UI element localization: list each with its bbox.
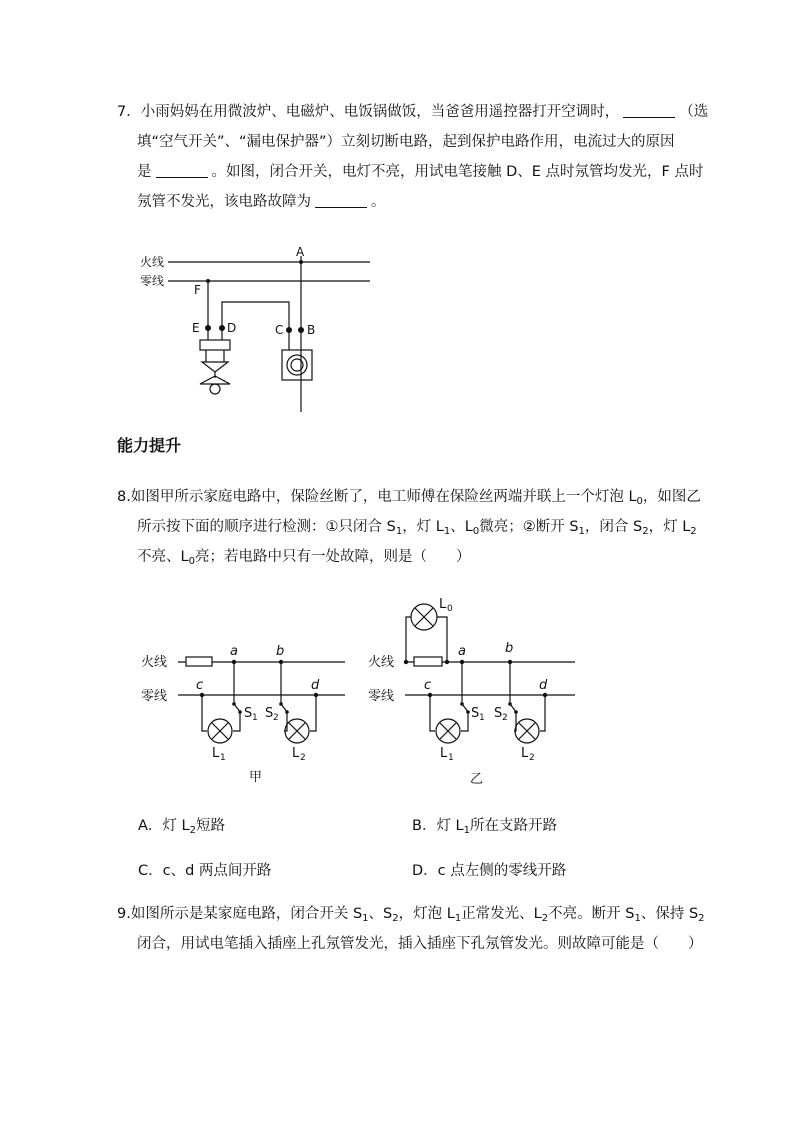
- svg-text:b: b: [276, 644, 285, 659]
- svg-text:L: L: [212, 746, 220, 761]
- svg-text:0: 0: [447, 604, 453, 614]
- svg-text:1: 1: [479, 713, 485, 723]
- section-heading: 能力提升: [117, 436, 182, 455]
- q9-line-2: 闭合，用试电笔插入插座上孔氖管发光，插入插座下孔氖管发光。则故障可能是（ ）: [137, 936, 703, 952]
- svg-text:c: c: [424, 678, 432, 693]
- q7-point-a: A: [296, 245, 305, 259]
- svg-text:c: c: [196, 678, 204, 693]
- svg-text:2: 2: [273, 713, 279, 723]
- svg-text:a: a: [230, 644, 238, 659]
- svg-text:1: 1: [220, 753, 226, 763]
- q8-jia-label-live: 火线: [141, 655, 168, 670]
- svg-text:S: S: [471, 706, 480, 721]
- q8-yi-label-neutral: 零线: [368, 689, 395, 704]
- svg-text:2: 2: [300, 753, 306, 763]
- svg-text:2: 2: [529, 753, 535, 763]
- q8-figure-jia: [178, 657, 345, 743]
- q8-option-a[interactable]: A．灯 $L_2$短路: [138, 818, 225, 836]
- svg-text:L: L: [521, 746, 529, 761]
- svg-text:a: a: [458, 644, 466, 659]
- q8-option-b[interactable]: B．灯 $L_1$所在支路开路: [412, 818, 558, 836]
- svg-text:1: 1: [252, 713, 258, 723]
- svg-text:S: S: [494, 706, 503, 721]
- q7-label-live: 火线: [140, 255, 165, 269]
- q7-point-d: D: [227, 321, 237, 335]
- q8-option-d[interactable]: D．c 点左侧的零线开路: [412, 863, 567, 879]
- q8-caption-yi: 乙: [470, 772, 484, 787]
- svg-text:d: d: [539, 678, 548, 693]
- q8-caption-jia: 甲: [249, 770, 263, 785]
- svg-text:S: S: [244, 706, 253, 721]
- q7-point-e: E: [192, 321, 200, 335]
- q7-line-1: 7．小雨妈妈在用微波炉、电磁炉、电饭锅做饭，当爸爸用遥控器打开空调时，: [117, 104, 620, 120]
- question-9: 9.如图所示是某家庭电路，闭合开关 $S_1$、$S_2$，灯泡 $L_1$正常发光、$L_2$不亮。断开 $S_1$、保持 $S_2$ 闭合，用试电笔插入插座上孔氖管发光，插入插座下孔氖管发光。则故障可能是（ ）: [117, 899, 682, 959]
- q8-option-c[interactable]: C．c、d 两点间开路: [138, 863, 272, 879]
- svg-text:L: L: [439, 597, 447, 612]
- svg-text:L: L: [440, 746, 448, 761]
- q7-point-f: F: [194, 283, 201, 297]
- q7-point-b: B: [307, 323, 316, 337]
- q7-label-neutral: 零线: [140, 274, 165, 288]
- svg-text:L: L: [292, 746, 300, 761]
- q8-yi-label-live: 火线: [368, 655, 395, 670]
- q8-figure-yi: [405, 604, 575, 743]
- svg-text:b: b: [505, 641, 514, 656]
- svg-text:1: 1: [448, 753, 454, 763]
- question-8: 8.如图甲所示家庭电路中，保险丝断了，电工师傅在保险丝两端并联上一个灯泡 $L_0$，如图乙 所示按下面的顺序进行检测：①只闭合 $S_1$，灯 $L_1$、$L_0$微亮；②断开 $S_1$，闭合 $S_2$，灯 $L_2$ 不亮、$L_0$亮；若电路中只有一处故障，则是（ ）: [117, 489, 701, 567]
- svg-text:S: S: [265, 706, 274, 721]
- q7-line-2: 填“空气开关”、“漏电保护器”）立刻切断电路，起到保护电路作用，电流过大的原因: [137, 134, 675, 150]
- q7-point-c: C: [275, 323, 284, 337]
- svg-text:d: d: [311, 678, 320, 693]
- svg-text:2: 2: [502, 713, 508, 723]
- question-7: 7．小雨妈妈在用微波炉、电磁炉、电饭锅做饭，当爸爸用遥控器打开空调时， （选 填“空气开关”、“漏电保护器”）立刻切断电路，起到保护电路作用，电流过大的原因 是 。如图，闭合开关，电灯不亮，用试电笔接触 D、E 点时氖管均发光，F 点时 氖管不发光，该电路故障为 。: [117, 97, 682, 217]
- q8-jia-label-neutral: 零线: [141, 689, 168, 704]
